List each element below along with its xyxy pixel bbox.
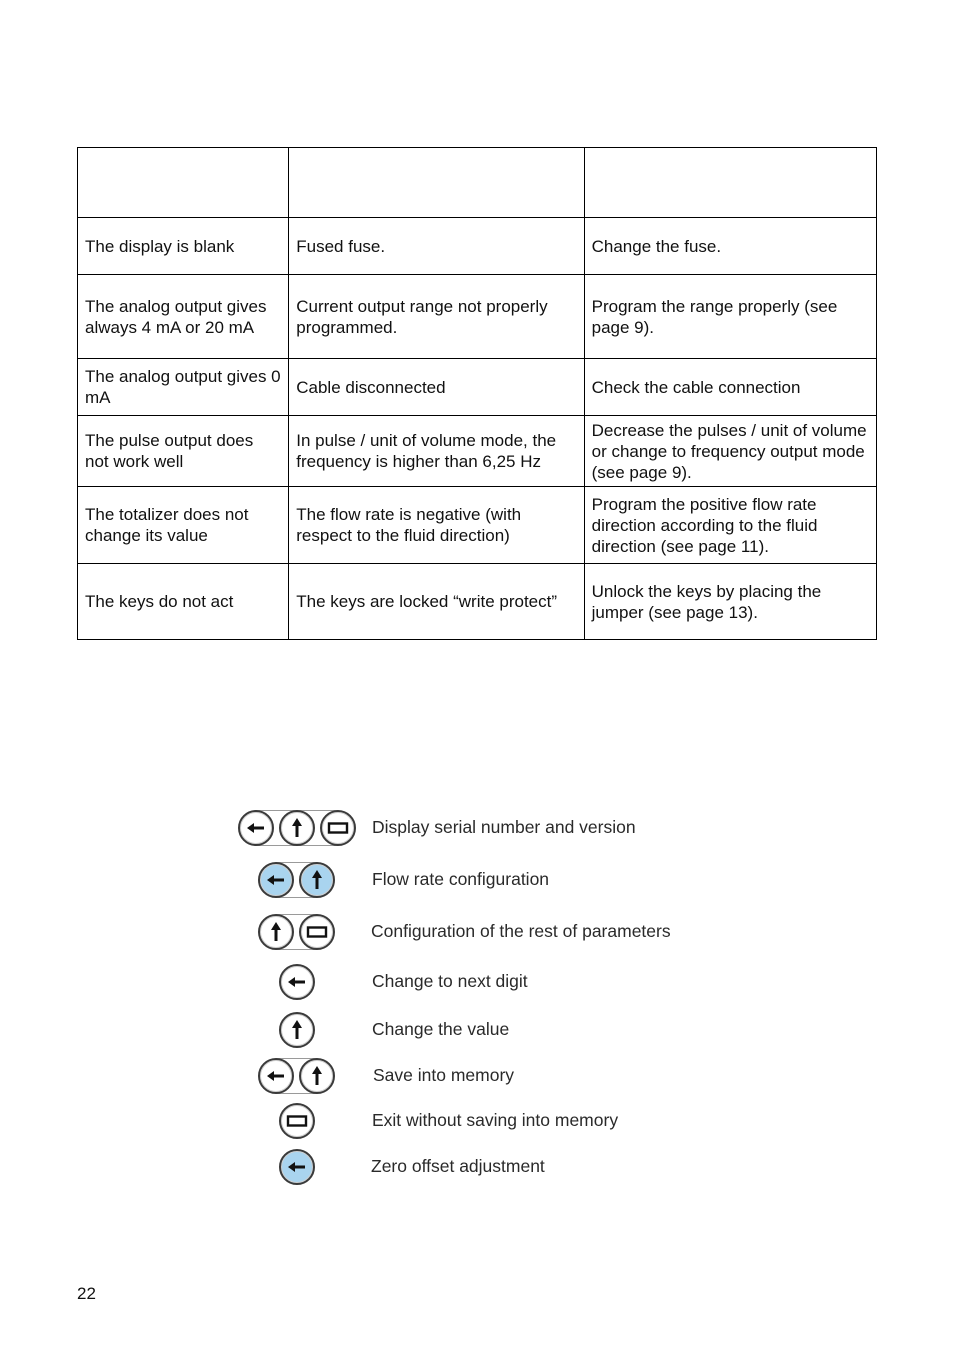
key-button bbox=[299, 862, 335, 898]
key-group-connector bbox=[276, 1058, 317, 1094]
left-arrow-icon bbox=[264, 1064, 288, 1088]
table-row bbox=[78, 359, 877, 416]
key-description: Zero offset adjustment bbox=[371, 1156, 545, 1176]
key-description: Configuration of the rest of parameters bbox=[371, 921, 671, 941]
key-button bbox=[279, 1012, 315, 1048]
key-button bbox=[279, 810, 315, 846]
cause-cell: The keys are locked “write protect” bbox=[289, 564, 584, 640]
up-arrow-icon bbox=[305, 868, 329, 892]
cause-cell: Cable disconnected bbox=[289, 359, 584, 416]
left-arrow-icon bbox=[264, 868, 288, 892]
key-button bbox=[299, 1058, 335, 1094]
key-combination-row bbox=[0, 1099, 954, 1143]
table-row bbox=[78, 564, 877, 640]
problem-cell: The keys do not act bbox=[78, 564, 289, 640]
key-description: Exit without saving into memory bbox=[372, 1110, 619, 1130]
key-button bbox=[279, 1149, 315, 1185]
header-cell-cause bbox=[289, 148, 584, 218]
rectangle-icon bbox=[285, 1109, 309, 1133]
solution-cell: Unlock the keys by placing the jumper (see page 13). bbox=[584, 564, 876, 640]
header-cell-solution bbox=[584, 148, 876, 218]
key-description: Flow rate configuration bbox=[372, 869, 550, 889]
solution-cell: Program the range properly (see page 9). bbox=[584, 275, 876, 359]
key-description: Display serial number and version bbox=[372, 817, 636, 837]
cause-cell: The flow rate is negative (with respect to the fluid direction) bbox=[289, 487, 584, 564]
key-button bbox=[279, 964, 315, 1000]
key-button bbox=[279, 1103, 315, 1139]
rectangle-icon bbox=[305, 920, 329, 944]
rectangle-icon bbox=[326, 816, 350, 840]
table-row bbox=[78, 416, 877, 487]
key-description: Change the value bbox=[372, 1019, 510, 1039]
key-group-connector bbox=[276, 914, 317, 950]
table-row bbox=[78, 275, 877, 359]
solution-cell: Decrease the pulses / unit of volume or change to frequency output mode (see page 9). bbox=[584, 416, 876, 487]
table-row bbox=[78, 218, 877, 275]
table-header-row bbox=[78, 148, 877, 218]
key-description: Save into memory bbox=[373, 1065, 515, 1085]
solution-cell: Change the fuse. bbox=[584, 218, 876, 275]
up-arrow-icon bbox=[285, 816, 309, 840]
solution-cell: Check the cable connection bbox=[584, 359, 876, 416]
problem-cell: The pulse output does not work well bbox=[78, 416, 289, 487]
key-button bbox=[320, 810, 356, 846]
key-combination-row bbox=[0, 960, 954, 1004]
table-row bbox=[78, 487, 877, 564]
problem-cell: The analog output gives 0 mA bbox=[78, 359, 289, 416]
cause-cell: Current output range not properly programmed. bbox=[289, 275, 584, 359]
key-combination-row bbox=[0, 1054, 954, 1098]
key-button bbox=[258, 862, 294, 898]
left-arrow-icon bbox=[285, 970, 309, 994]
problem-cell: The display is blank bbox=[78, 218, 289, 275]
key-description: Change to next digit bbox=[372, 971, 528, 991]
problem-cell: The analog output gives always 4 mA or 20 mA bbox=[78, 275, 289, 359]
cause-cell: Fused fuse. bbox=[289, 218, 584, 275]
key-combination-row bbox=[0, 1145, 954, 1189]
up-arrow-icon bbox=[264, 920, 288, 944]
page-number: 22 bbox=[77, 1284, 96, 1303]
up-arrow-icon bbox=[285, 1018, 309, 1042]
key-group-connector bbox=[256, 810, 338, 846]
solution-cell: Program the positive flow rate direction according to the fluid direction (see page 11). bbox=[584, 487, 876, 564]
left-arrow-icon bbox=[285, 1155, 309, 1179]
key-combination-row bbox=[0, 858, 954, 902]
problem-cell: The totalizer does not change its value bbox=[78, 487, 289, 564]
left-arrow-icon bbox=[244, 816, 268, 840]
key-combination-row bbox=[0, 806, 954, 850]
key-combination-row bbox=[0, 1008, 954, 1052]
key-button bbox=[299, 914, 335, 950]
cause-cell: In pulse / unit of volume mode, the frequency is higher than 6,25 Hz bbox=[289, 416, 584, 487]
key-group-connector bbox=[276, 862, 317, 898]
up-arrow-icon bbox=[305, 1064, 329, 1088]
troubleshooting-table bbox=[77, 147, 877, 640]
key-button bbox=[238, 810, 274, 846]
key-button bbox=[258, 1058, 294, 1094]
key-button bbox=[258, 914, 294, 950]
key-combination-row bbox=[0, 910, 954, 954]
header-cell-problem bbox=[78, 148, 289, 218]
